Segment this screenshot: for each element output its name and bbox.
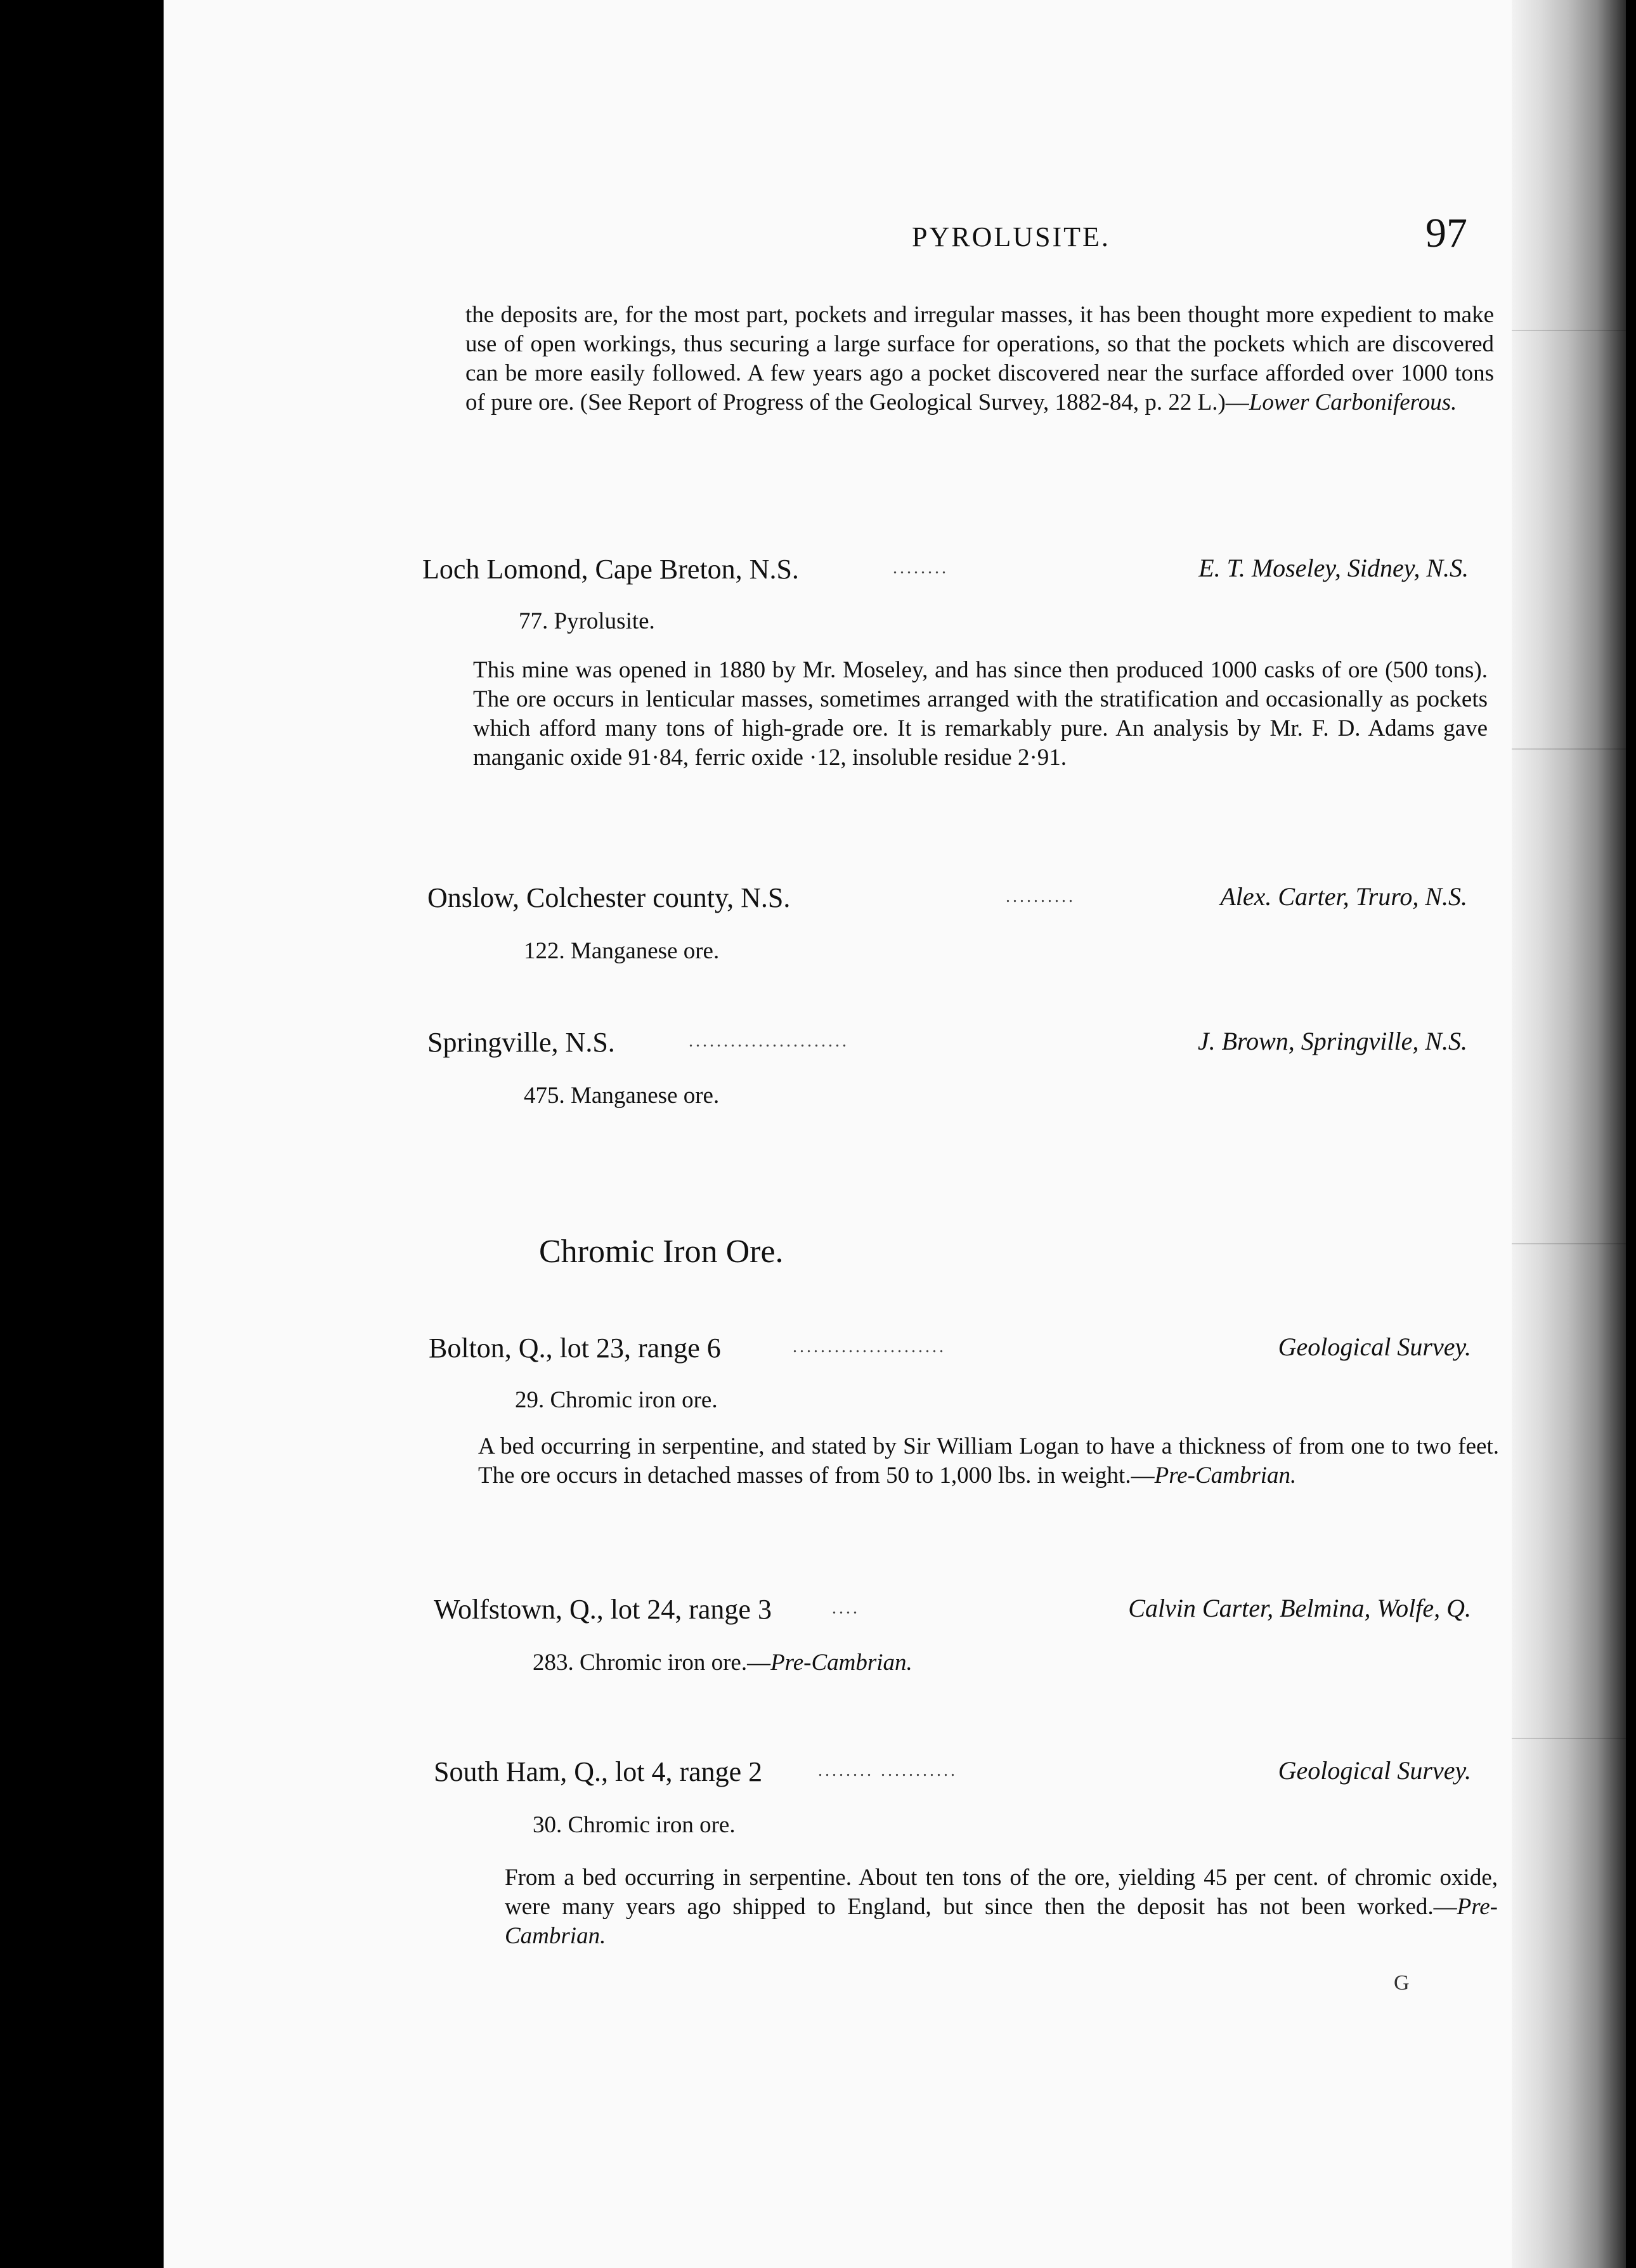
- book-page: [164, 0, 1512, 2268]
- entry-owner: Calvin Carter, Belmina, Wolfe, Q.: [1128, 1594, 1471, 1622]
- entry-description-period: Pre-Cambrian.: [505, 1894, 1498, 1949]
- entry-description: This mine was opened in 1880 by Mr. Moseley, and has since then produced 1000 casks of ore (500 tons). The ore occurs in lenticular masses, sometimes arranged with the stratification and occasionally as pockets which afford many tons of high-grade ore. It is remarkably pure. An analysis by Mr. F. D. Adams gave manganic oxide 91·84, ferric oxide ·12, insoluble residue 2·91.: [473, 657, 1488, 771]
- entry-location: Bolton, Q., lot 23, range 6: [429, 1333, 721, 1364]
- signature-mark: G: [1394, 1971, 1410, 1995]
- leader-dots: .......................: [689, 1031, 849, 1051]
- leader-dots: ....: [832, 1598, 860, 1618]
- specimen-label: 30. Chromic iron ore.: [533, 1812, 736, 1838]
- intro-paragraph-text: the deposits are, for the most part, pockets and irregular masses, it has been thought more expedient to make use of open workings, thus securing a large surface for operations, so that the pockets which are discovered can be more easily followed. A few years ago a pocket discovered near the surface afforded over 1000 tons of pure ore. (See Report of Progress of the Geological Survey, 1882-84, p. 22 L.)—: [465, 302, 1494, 415]
- entry-description: [478, 1432, 1499, 1490]
- leader-dots: ........: [893, 558, 949, 578]
- entry-owner: Alex. Carter, Truro, N.S.: [1220, 882, 1467, 911]
- leader-dots: ..........: [1006, 887, 1075, 906]
- specimen-label: 475. Manganese ore.: [524, 1083, 720, 1109]
- entry-description-text: A bed occurring in serpentine, and stated by Sir William Logan to have a thickness of from one to two feet. The ore occurs in detached masses of from 50 to 1,000 lbs. in weight.—: [478, 1433, 1499, 1489]
- entry-heading-bolton: [429, 1332, 1471, 1367]
- intro-paragraph-period: Lower Carboniferous.: [1249, 389, 1457, 415]
- specimen-label: [533, 1649, 912, 1676]
- specimen-label-text: 283. Chromic iron ore.—: [533, 1650, 771, 1676]
- entry-description-text: From a bed occurring in serpentine. About ten tons of the ore, yielding 45 per cent. of chromic oxide, were many years ago shipped to England, but since then the deposit has not been worked.—: [505, 1865, 1498, 1920]
- entry-owner: Geological Survey.: [1278, 1333, 1471, 1361]
- leader-dots: ........ ...........: [818, 1761, 958, 1780]
- entry-location: Wolfstown, Q., lot 24, range 3: [434, 1594, 772, 1625]
- page-edge-shadow: [1512, 0, 1626, 2268]
- entry-location: Springville, N.S.: [427, 1027, 615, 1058]
- entry-heading-wolfstown: [434, 1593, 1471, 1629]
- page-number: 97: [1425, 210, 1467, 256]
- specimen-label: 122. Manganese ore.: [524, 938, 720, 964]
- entry-description: [505, 1863, 1498, 1951]
- entry-heading-south-ham: [434, 1756, 1471, 1791]
- entry-owner: J. Brown, Springville, N.S.: [1197, 1027, 1467, 1055]
- entry-owner: E. T. Moseley, Sidney, N.S.: [1198, 554, 1469, 582]
- entry-location: South Ham, Q., lot 4, range 2: [434, 1756, 763, 1787]
- specimen-label: 29. Chromic iron ore.: [515, 1387, 718, 1413]
- entry-location: Loch Lomond, Cape Breton, N.S.: [422, 554, 799, 585]
- section-heading: Chromic Iron Ore.: [539, 1234, 784, 1270]
- entry-heading-loch-lomond: [422, 553, 1469, 589]
- entry-location: Onslow, Colchester county, N.S.: [427, 882, 791, 913]
- entry-heading-onslow: [427, 882, 1467, 917]
- entry-description-period: Pre-Cambrian.: [1154, 1463, 1297, 1489]
- specimen-label: 77. Pyrolusite.: [519, 608, 655, 634]
- leader-dots: ......................: [793, 1337, 946, 1357]
- specimen-label-period: Pre-Cambrian.: [770, 1650, 912, 1676]
- entry-heading-springville: [427, 1026, 1467, 1062]
- intro-paragraph: [465, 301, 1494, 417]
- entry-owner: Geological Survey.: [1278, 1756, 1471, 1785]
- running-header-title: PYROLUSITE.: [912, 221, 1110, 252]
